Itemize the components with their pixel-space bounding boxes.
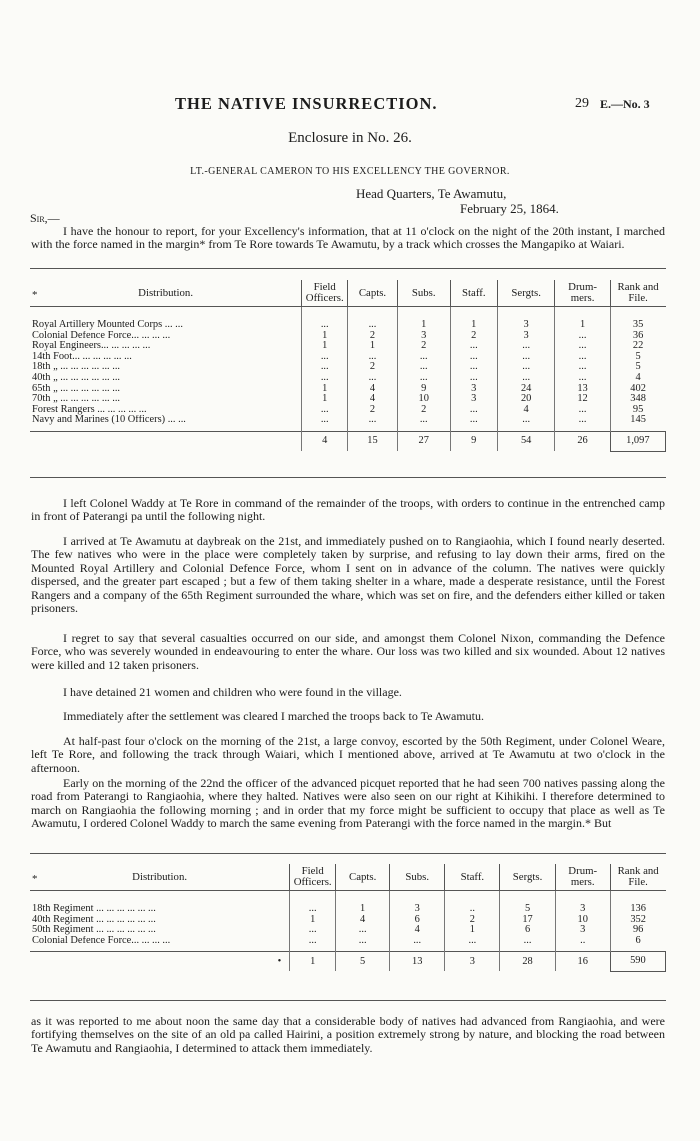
table-row: 14th Foot... ... ... ... ... ... ... ... ... ... ... ... 5 — [30, 352, 666, 363]
col-sergts: Sergts. — [500, 864, 555, 891]
col-rank-file: Rank and File. — [610, 864, 665, 891]
col-field-officers: Field Officers. — [290, 864, 336, 891]
col-sergts: Sergts. — [497, 280, 555, 307]
table-1-bottom-rule — [30, 477, 666, 478]
paragraph-4: I regret to say that several casualties occurred on our side, and amongst them Colonel Nixon, commanding the Defence Force, who was severely wounded in endeavouring to enter the whare. Our loss was two killed and six wounded. About 12 natives were killed and 12 taken prisoners. — [31, 631, 665, 672]
table-row: 40th Regiment ... ... ... ... ... ... 1 4 6 2 17 10 352 — [30, 915, 666, 926]
table-row: 18th Regiment ... ... ... ... ... ... ... 1 3 .. 5 3 136 — [30, 891, 666, 915]
col-distribution: * Distribution. — [30, 864, 290, 891]
paragraph-2: I left Colonel Waddy at Te Rore in command of the remainder of the troops, with orders to continue in the entrenched camp in front of Paterangi pa until the following night. — [31, 496, 665, 524]
col-staff: Staff. — [450, 280, 497, 307]
enclosure-heading: Enclosure in No. 26. — [288, 130, 412, 146]
table-row: 40th „ ... ... ... ... ... ... ... ... ... ... ... ... 4 — [30, 373, 666, 384]
col-drummers: Drum-mers. — [555, 280, 610, 307]
paragraph-9: as it was reported to me about noon the same day that a considerable body of natives had advanced from Rangiaohia, and were fortifying themselves on the site of an old pa called Hairini, a position extremely strong by nature, and blocking the road between Te Awamutu and Rangiaohia, I determined to attack them immediately. — [31, 1014, 665, 1055]
letter-date: February 25, 1864. — [460, 201, 559, 216]
table-total-row: 4 15 27 9 54 26 1,097 — [30, 431, 666, 451]
table-row: Colonial Defence Force... ... ... ... ... ... ... ... ... .. 6 — [30, 936, 666, 952]
col-field-officers: Field Officers. — [302, 280, 348, 307]
document-reference: E.—No. 3 — [600, 97, 650, 111]
col-capts: Capts. — [348, 280, 398, 307]
letter-dateline — [356, 186, 559, 216]
col-subs: Subs. — [397, 280, 450, 307]
table-row: Forest Rangers ... ... ... ... ... ... 2 2 ... 4 ... 95 — [30, 405, 666, 416]
salutation: Sir,— — [30, 211, 60, 225]
table-row: Royal Engineers... ... ... ... ... 1 1 2 ... ... ... 22 — [30, 341, 666, 352]
paragraph-3: I arrived at Te Awamutu at daybreak on the 21st, and immediately pushed on to Rangiaohia, which I found nearly deserted. The few natives who were in the place were completely taken by surprise, and refusing to lay down their arms, fired on the Mounted Royal Artillery and Colonial Defence Force, whom I sent on in advance of the column. The natives were quickly dispersed, and the greater part escaped ; but a few of them taking shelter in a whare, made a desperate resistance, until the Forest Rangers and a company of the 65th Regiment surrounded the whare, which was set on fire, and the defenders either killed or taken prisoners. — [31, 534, 665, 616]
col-capts: Capts. — [336, 864, 390, 891]
table-row: Colonial Defence Force... ... ... ... 1 2 3 2 3 ... 36 — [30, 331, 666, 342]
table-row: 18th „ ... ... ... ... ... ... ... 2 ... ... ... ... 5 — [30, 362, 666, 373]
table-row: Navy and Marines (10 Officers) ... ... ... ... ... ... ... ... 145 — [30, 415, 666, 431]
paragraph-7: At half-past four o'clock on the morning of the 21st, a large convoy, escorted by the 50th Regiment, under Colonel Weare, left Te Rore, and following the track through Waiari, which I mentioned above, arrived at Te Awamutu at two o'clock in the afternoon. — [31, 734, 665, 775]
paragraph-5: I have detained 21 women and children who were found in the village. — [63, 685, 402, 699]
col-drummers: Drum-mers. — [555, 864, 610, 891]
table-2-bottom-rule — [30, 1000, 666, 1001]
table-1-top-rule — [30, 268, 666, 269]
table-row: Royal Artillery Mounted Corps ... ... ... ... 1 1 3 1 35 — [30, 307, 666, 331]
running-title: THE NATIVE INSURRECTION. — [175, 94, 438, 113]
col-distribution: * Distribution. — [30, 280, 302, 307]
paragraph-8: Early on the morning of the 22nd the officer of the advanced picquet reported that he had seen 700 natives passing along the road from Paterangi to Rangiaohia, where they halted. Natives were also seen on our right at Kihikihi. I therefore determined to march on Rangiaohia the following morning ; and in order that my force might be sufficient to occupy that place as well as Te Awamutu, I ordered Colonel Waddy to march the same evening from Paterangi with the force named in the margin.* But — [31, 776, 665, 831]
paragraph-1: I have the honour to report, for your Excellency's information, that at 11 o'clock on the night of the 20th instant, I marched with the force named in the margin* from Te Rore towards Te Awamutu, by a track which crosses the Mangapiko at Waiari. — [31, 224, 665, 252]
table-2-top-rule — [30, 853, 666, 854]
page-number: 29 — [575, 96, 589, 111]
page-header — [0, 94, 700, 116]
letter-heading: LT.-GENERAL CAMERON TO HIS EXCELLENCY THE GOVERNOR. — [190, 166, 510, 177]
table-total-row: • 1 5 13 3 28 16 590 — [30, 952, 666, 972]
col-staff: Staff. — [445, 864, 500, 891]
col-rank-file: Rank and File. — [610, 280, 665, 307]
force-table-2 — [30, 864, 666, 972]
col-subs: Subs. — [390, 864, 445, 891]
letter-place: Head Quarters, Te Awamutu, — [356, 186, 507, 201]
table-row: 50th Regiment ... ... ... ... ... ... ... ... 4 1 6 3 96 — [30, 925, 666, 936]
table-row: 65th „ ... ... ... ... ... ... 1 4 9 3 24 13 402 — [30, 384, 666, 395]
paragraph-6: Immediately after the settlement was cleared I marched the troops back to Te Awamutu. — [63, 709, 485, 723]
force-table-1 — [30, 280, 666, 452]
table-row: 70th „ ... ... ... ... ... ... 1 4 10 3 20 12 348 — [30, 394, 666, 405]
